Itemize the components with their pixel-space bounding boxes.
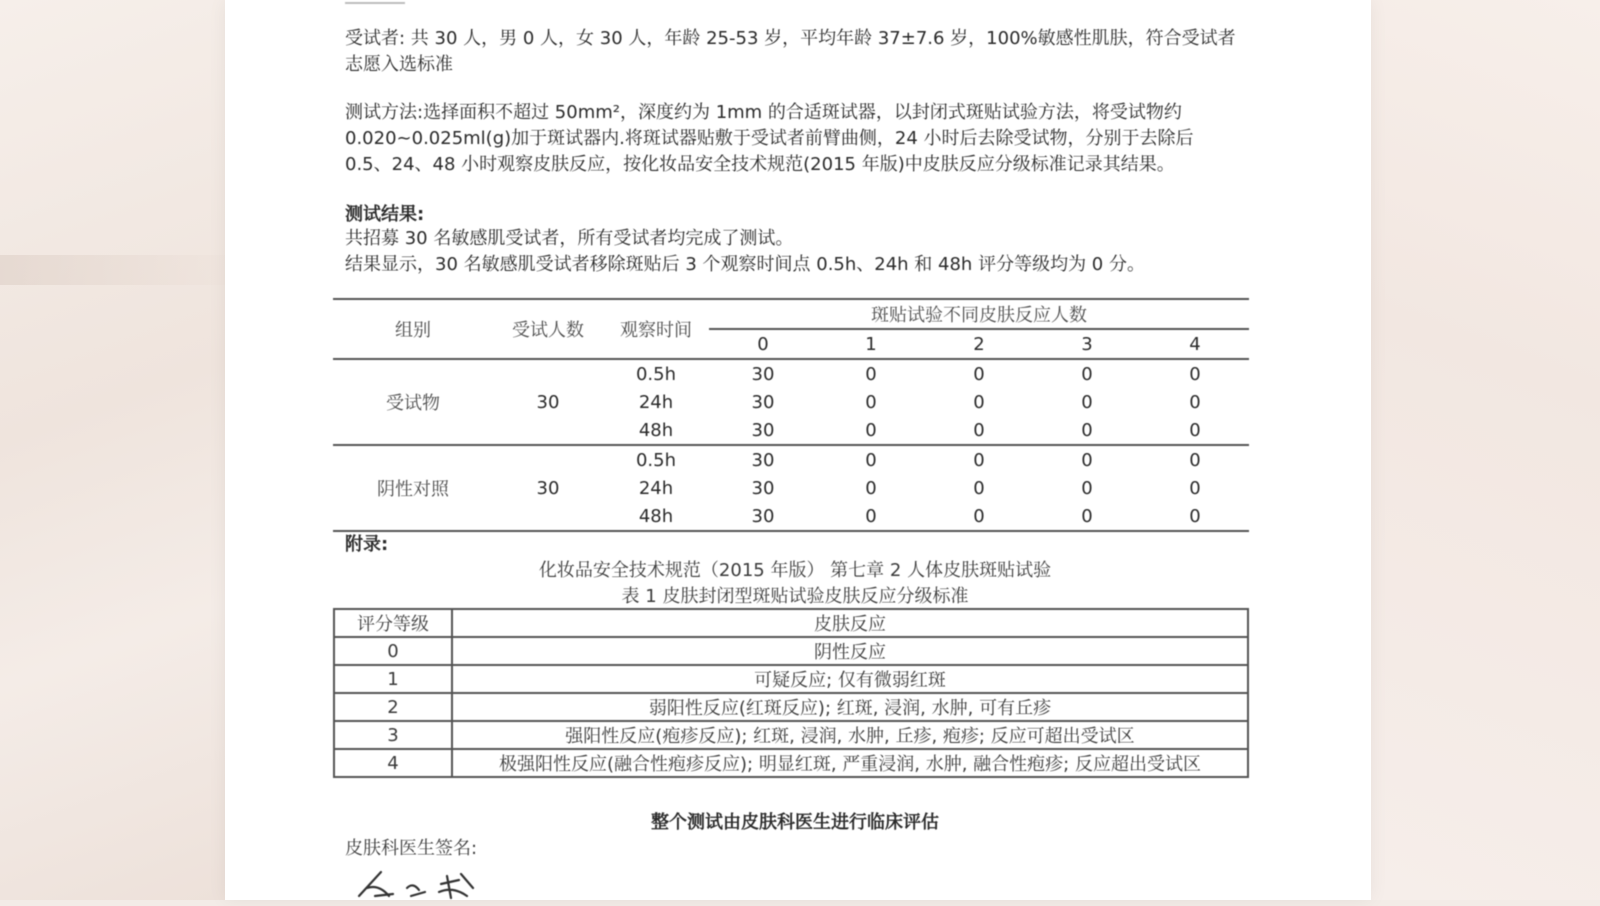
table-cell: 0	[1141, 502, 1249, 531]
reaction-cell: 可疑反应; 仅有微弱红斑	[452, 665, 1248, 693]
table-cell: 30	[751, 449, 775, 471]
results-table	[333, 298, 1249, 532]
table-cell: 0	[973, 449, 985, 471]
grading-standard-table	[333, 608, 1249, 778]
table-cell: 0	[1081, 363, 1093, 385]
cut-off-heading	[345, 0, 405, 4]
reaction-cell: 弱阳性反应(红斑反应); 红斑, 浸润, 水肿, 可有丘疹	[452, 693, 1248, 721]
table-row	[334, 693, 1248, 721]
table-cell: 0	[1189, 449, 1201, 471]
table-cell: 0	[865, 477, 877, 499]
table-cell: 30	[751, 391, 775, 413]
header-count: 受试人数	[493, 299, 603, 359]
grade-cell: 3	[334, 721, 452, 749]
observation-time: 24h	[638, 391, 674, 413]
background-left	[0, 0, 225, 900]
reaction-cell: 阴性反应	[452, 637, 1248, 665]
signature-label: 皮肤科医生签名:	[345, 838, 478, 859]
table-cell: 30	[709, 502, 817, 531]
header-grade-2: 2	[925, 329, 1033, 359]
table-cell: 0	[817, 416, 925, 445]
grade-cell: 0	[334, 637, 452, 665]
grade-cell: 4	[334, 749, 452, 777]
table-cell: 0	[1081, 477, 1093, 499]
appendix-title: 化妆品安全技术规范（2015 年版） 第七章 2 人体皮肤斑贴试验	[538, 560, 1052, 581]
background-right	[1370, 0, 1600, 900]
observation-time: 48h	[603, 416, 709, 445]
table-cell: 0	[1033, 502, 1141, 531]
observation-time: 0.5h	[635, 449, 677, 471]
test-method-paragraph: 测试方法:选择面积不超过 50mm²，深度约为 1mm 的合适斑试器，以封闭式斑贴试验方法，将受试物约 0.020~0.025ml(g)加于斑试器内.将斑试器贴敷于受试者前臂曲侧，24 小时后去除受试物，分别于去除后 0.5、24、48 小时观察皮肤反应，按化妆品安全技术规范(2015 年版)中皮肤反应分级标准记录其结果。	[345, 102, 1194, 175]
table-cell: 0	[925, 502, 1033, 531]
header-grade-0: 0	[709, 329, 817, 359]
table-cell: 0	[1081, 449, 1093, 471]
table-cell: 0	[1033, 416, 1141, 445]
header-grade-3: 3	[1033, 329, 1141, 359]
table-cell: 0	[865, 391, 877, 413]
table-cell: 30	[709, 416, 817, 445]
group-name: 阴性对照	[333, 445, 493, 531]
table-row	[334, 665, 1248, 693]
table-row	[333, 359, 1249, 388]
table-row	[334, 721, 1248, 749]
results-line-1: 共招募 30 名敏感肌受试者，所有受试者均完成了测试。	[345, 228, 794, 249]
appendix-table-caption: 表 1 皮肤封闭型斑贴试验皮肤反应分级标准	[621, 586, 969, 607]
table-cell: 0	[973, 391, 985, 413]
results-line-2: 结果显示，30 名敏感肌受试者移除斑贴后 3 个观察时间点 0.5h、24h 和 48h 评分等级均为 0 分。	[345, 254, 1145, 275]
grade-cell: 1	[334, 665, 452, 693]
results-heading: 测试结果:	[345, 204, 425, 225]
header-skin-reaction: 皮肤反应	[452, 609, 1248, 637]
handwritten-signature	[355, 866, 495, 906]
header-group: 组别	[333, 299, 493, 359]
clinical-evaluation-note: 整个测试由皮肤科医生进行临床评估	[651, 812, 939, 833]
subjects-paragraph: 受试者: 共 30 人，男 0 人，女 30 人，年龄 25-53 岁，平均年龄 37±7.6 岁，100%敏感性肌肤，符合受试者志愿入选标准	[345, 28, 1236, 75]
table-cell: 0	[1141, 416, 1249, 445]
table-cell: 30	[751, 363, 775, 385]
header-time: 观察时间	[603, 299, 709, 359]
table-cell: 0	[973, 363, 985, 385]
table-cell: 0	[865, 363, 877, 385]
document-page	[225, 0, 1371, 900]
table-cell: 30	[751, 477, 775, 499]
group-name: 受试物	[333, 359, 493, 445]
table-cell: 0	[1189, 363, 1201, 385]
observation-time: 48h	[603, 502, 709, 531]
observation-time: 0.5h	[635, 363, 677, 385]
table-cell: 0	[1081, 391, 1093, 413]
table-cell: 0	[1189, 477, 1201, 499]
table-cell: 0	[1189, 391, 1201, 413]
header-grade-1: 1	[817, 329, 925, 359]
group-count: 30	[493, 359, 603, 445]
header-score-grade: 评分等级	[334, 609, 452, 637]
observation-time: 24h	[638, 477, 674, 499]
header-grade-4: 4	[1141, 329, 1249, 359]
table-row	[334, 749, 1248, 777]
table-cell: 0	[925, 416, 1033, 445]
table-row	[333, 445, 1249, 474]
table-cell: 0	[865, 449, 877, 471]
reaction-cell: 强阳性反应(疱疹反应); 红斑, 浸润, 水肿, 丘疹, 疱疹; 反应可超出受试区	[452, 721, 1248, 749]
grade-cell: 2	[334, 693, 452, 721]
table-row	[334, 637, 1248, 665]
group-count: 30	[493, 445, 603, 531]
table-cell: 0	[817, 502, 925, 531]
appendix-heading: 附录:	[345, 534, 389, 555]
header-reaction-count: 斑贴试验不同皮肤反应人数	[709, 299, 1249, 329]
reaction-cell: 极强阳性反应(融合性疱疹反应); 明显红斑, 严重浸润, 水肿, 融合性疱疹; 反应超出受试区	[452, 749, 1248, 777]
table-cell: 0	[973, 477, 985, 499]
table-header-row	[334, 609, 1248, 637]
